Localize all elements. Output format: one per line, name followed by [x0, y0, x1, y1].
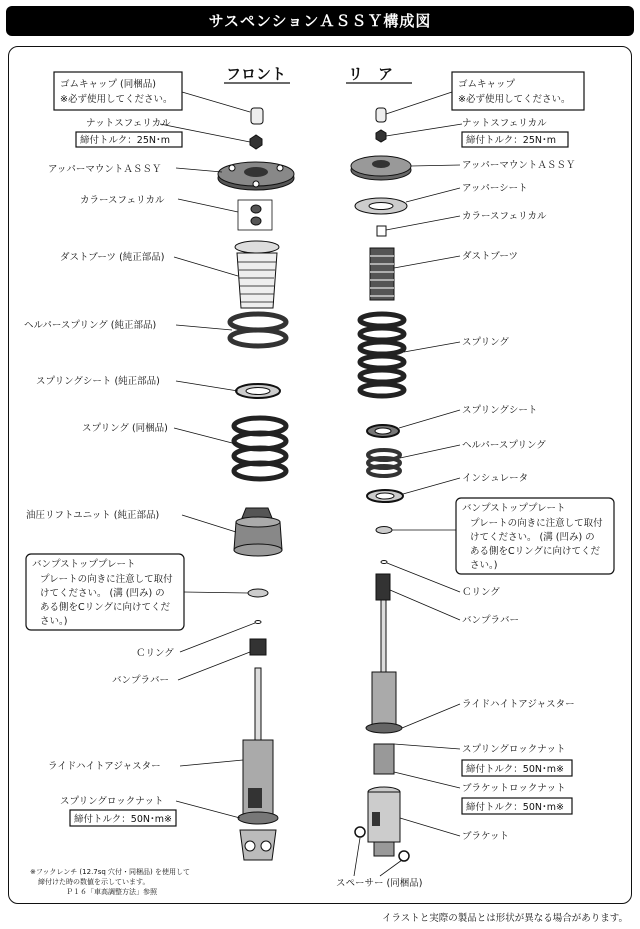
front-collar-part [251, 205, 261, 213]
rear-dust-boots-label: ダストブーツ [462, 251, 519, 262]
rear-bracket-label: ブラケット [462, 831, 510, 842]
rear-spring-label: スプリング [462, 337, 509, 348]
front-collar-label: カラースフェリカル [80, 195, 165, 206]
rear-ride-height-label: ライドハイトアジャスター [462, 699, 575, 710]
rear-spacer-label: スペーサー (同梱品) [336, 878, 423, 889]
front-bump-rubber-label: バンプラバー [112, 675, 170, 686]
front-bump-plate-note3: ある側をCリングに向けてくだ [40, 602, 170, 613]
rear-gom-cap-label: ゴムキャップ [458, 79, 516, 90]
rear-bump-rubber-label: バンプラバー [462, 615, 520, 626]
front-wrench-note3: Ｐ１６「車高調整方法」参照 [66, 888, 157, 896]
front-dust-boots-label: ダストブーツ (純正部品) [60, 252, 165, 263]
front-wrench-note2: 締付けた時の数値を示しています。 [38, 878, 150, 886]
front-spring-label: スプリング (同梱品) [82, 423, 168, 434]
rear-gom-cap-part [376, 108, 386, 122]
rear-bump-plate-note3: ある側をCリングに向けてくだ [470, 546, 600, 557]
rear-bracket-torque: 締付トルク：50N･m※ [466, 802, 564, 813]
rear-upper-seat-label: アッパーシート [462, 183, 528, 194]
front-nut-label: ナットスフェリカル [86, 118, 171, 129]
rear-insulator-label: インシュレータ [462, 473, 529, 484]
footer-note: イラストと実際の製品とは形状が異なる場合があります。 [382, 913, 628, 924]
rear-nut-torque: 締付トルク：25N･m [466, 135, 557, 146]
front-spring-lock-nut-label: スプリングロックナット [60, 796, 164, 807]
front-c-ring-part [255, 621, 261, 624]
rear-bump-plate-note4: さい。) [470, 560, 498, 571]
front-gom-cap-note: ※必ず使用してください。 [60, 94, 173, 105]
rear-bump-plate-part [376, 527, 392, 534]
front-bump-plate-title: バンプストッププレート [32, 559, 136, 570]
rear-gom-cap-note: ※必ず使用してください。 [458, 94, 571, 105]
front-spring-seat-label: スプリングシート (純正部品) [36, 376, 160, 387]
front-nut-part [250, 135, 262, 149]
front-hydraulic-lift-label: 油圧リフトユニット (純正部品) [26, 510, 160, 521]
rear-helper-spring-label: ヘルパースプリング [462, 440, 546, 451]
front-nut-torque: 締付トルク：25N･m [80, 135, 171, 146]
rear-nut-label: ナットスフェリカル [462, 118, 547, 129]
front-shock-rod [255, 668, 261, 748]
front-bump-plate-part [248, 589, 268, 597]
rear-bracket-lock-nut-label: ブラケットロックナット [462, 783, 566, 794]
rear-upper-mount-label: アッパーマウントＡＳＳＹ [462, 160, 576, 171]
heading-front: フロント [226, 65, 287, 83]
rear-nut-part [376, 130, 386, 142]
rear-spring-part [360, 314, 404, 326]
front-parts-illustration [218, 108, 294, 860]
rear-lock-torque: 締付トルク：50N･m※ [466, 764, 564, 775]
front-gom-cap-part [251, 108, 263, 124]
front-wrench-note1: ※フックレンチ (12.7sq 穴付・同梱品) を使用して [30, 868, 191, 876]
rear-collar-part [377, 226, 386, 236]
front-bump-rubber-part [250, 639, 266, 655]
rear-spring-lock-nut-label: スプリングロックナット [462, 744, 566, 755]
rear-c-ring-label: Ｃリング [462, 587, 500, 598]
front-helper-spring-label: ヘルパースプリング (純正部品) [24, 320, 157, 331]
front-bump-plate-note4: さい。) [40, 616, 68, 627]
rear-bump-plate-note1: プレートの向きに注意して取付 [470, 518, 603, 529]
front-bump-plate-note1: プレートの向きに注意して取付 [40, 574, 173, 585]
front-bump-plate-note2: けてください。 (溝 (凹み) の [40, 588, 165, 599]
front-upper-mount-label: アッパーマウントＡＳＳＹ [48, 164, 162, 175]
rear-collar-label: カラースフェリカル [462, 211, 547, 222]
heading-rear: リ ア [348, 65, 394, 83]
rear-shock-rod [381, 600, 386, 672]
front-c-ring-label: Ｃリング [136, 648, 174, 659]
rear-bump-plate-note2: けてください。 (溝 (凹み) の [470, 532, 595, 543]
rear-bump-rubber-part [376, 574, 390, 600]
front-gom-cap-label: ゴムキャップ (同梱品) [60, 79, 156, 90]
front-dust-boots-part [235, 241, 279, 253]
rear-spacer-right [399, 851, 409, 861]
front-lock-torque: 締付トルク：50N･m※ [74, 814, 172, 825]
rear-shock-body [372, 672, 396, 728]
rear-parts-illustration [351, 108, 411, 861]
front-ride-height-label: ライドハイトアジャスター [48, 761, 161, 772]
rear-bump-plate-title: バンプストッププレート [462, 503, 566, 514]
page-title: サスペンションＡＳＳＹ構成図 [6, 6, 634, 36]
rear-c-ring-part [381, 561, 387, 564]
front-hydraulic-lift-part [242, 508, 272, 518]
rear-spring-seat-label: スプリングシート [462, 405, 538, 416]
rear-spacer-left [355, 827, 365, 837]
